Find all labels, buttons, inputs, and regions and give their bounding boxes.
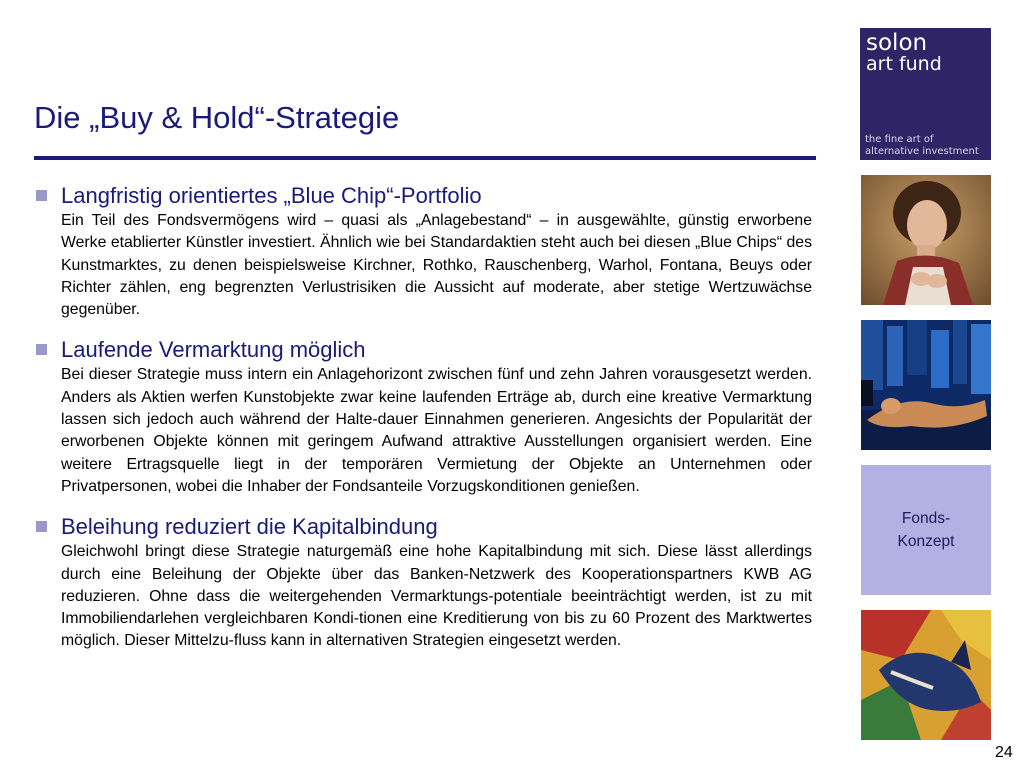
section-heading: Laufende Vermarktung möglich [61,337,366,363]
section-heading: Beleihung reduziert die Kapitalbindung [61,514,438,540]
logo-tagline: the fine art of [865,134,934,145]
square-bullet-icon [36,521,47,532]
title-underline [34,156,816,160]
slide-content [36,182,812,653]
slide-title: Die „Buy & Hold“-Strategie [34,100,400,135]
painting-girl-thumbnail [861,175,991,305]
logo-name: solon [866,30,928,56]
painting-city-night-thumbnail [861,320,991,450]
section-body: Ein Teil des Fondsvermögens wird – quasi als „Anlagebestand“ – in ausgewählte, günstig erworbene Werke etablierter Künstler investiert. Ähnlich wie bei Standardaktien steht auch bei diesen „Blue Chips“ des Kunstmarktes, zu denen beispielsweise Kirchner, Rothko, Rauschenberg, Warhol, Fontana, Beuys oder Richter zählen, eng begrenzten Verlustrisiken die Aussicht auf moderate, aber stetige Wertzuwächse gegenüber. [61,212,812,319]
section-blue-chip [36,182,812,321]
square-bullet-icon [36,344,47,355]
fonds-konzept-box[interactable] [861,465,991,595]
square-bullet-icon [36,190,47,201]
logo-tagline: alternative investment [865,146,979,157]
section-heading: Langfristig orientiertes „Blue Chip“-Portfolio [61,183,482,208]
painting-fox-thumbnail [861,610,991,740]
fonds-konzept-label: Fonds- Konzept [897,510,955,550]
solon-art-fund-logo [860,28,991,160]
page-number: 24 [995,744,1013,761]
section-body: Bei dieser Strategie muss intern ein Anlagehorizont zwischen fünf und zehn Jahren vorausgesetzt werden. Anders als Aktien werfen Kunstobjekte zwar keine laufenden Erträge ab, durch eine kreative Vermarktung lassen sich jedoch auch während der Halte-dauer Einnahmen generieren. Angesichts der Popularität der erworbenen Objekte können mit geringem Aufwand attraktive Ausstellungen organisiert werden. Eine weitere Ertragsquelle liegt in der temporären Vermietung der Objekte an Unternehmen oder Privatpersonen, wobei die Inhaber der Fondsanteile Vorzugskonditionen genießen. [61,366,812,495]
logo-subtitle: art fund [866,53,942,75]
section-body: Gleichwohl bringt diese Strategie naturgemäß eine hohe Kapitalbindung mit sich. Diese lässt allerdings durch eine Beleihung der Objekte über das Banken-Netzwerk des Kooperationspartners KWB AG reduzieren. Ohne dass die weitergehenden Vermarktungs-potentiale beeinträchtigt werden, ist zu mit Immobiliendarlehen vergleichbaren Kondi-tionen eine Kreditierung von bis zu 60 Prozent des Marktwertes möglich. Dieser Mittelzu-fluss kann in alternativen Strategien eingesetzt werden. [61,543,812,650]
section-vermarktung [36,336,812,498]
section-beleihung [36,513,812,652]
